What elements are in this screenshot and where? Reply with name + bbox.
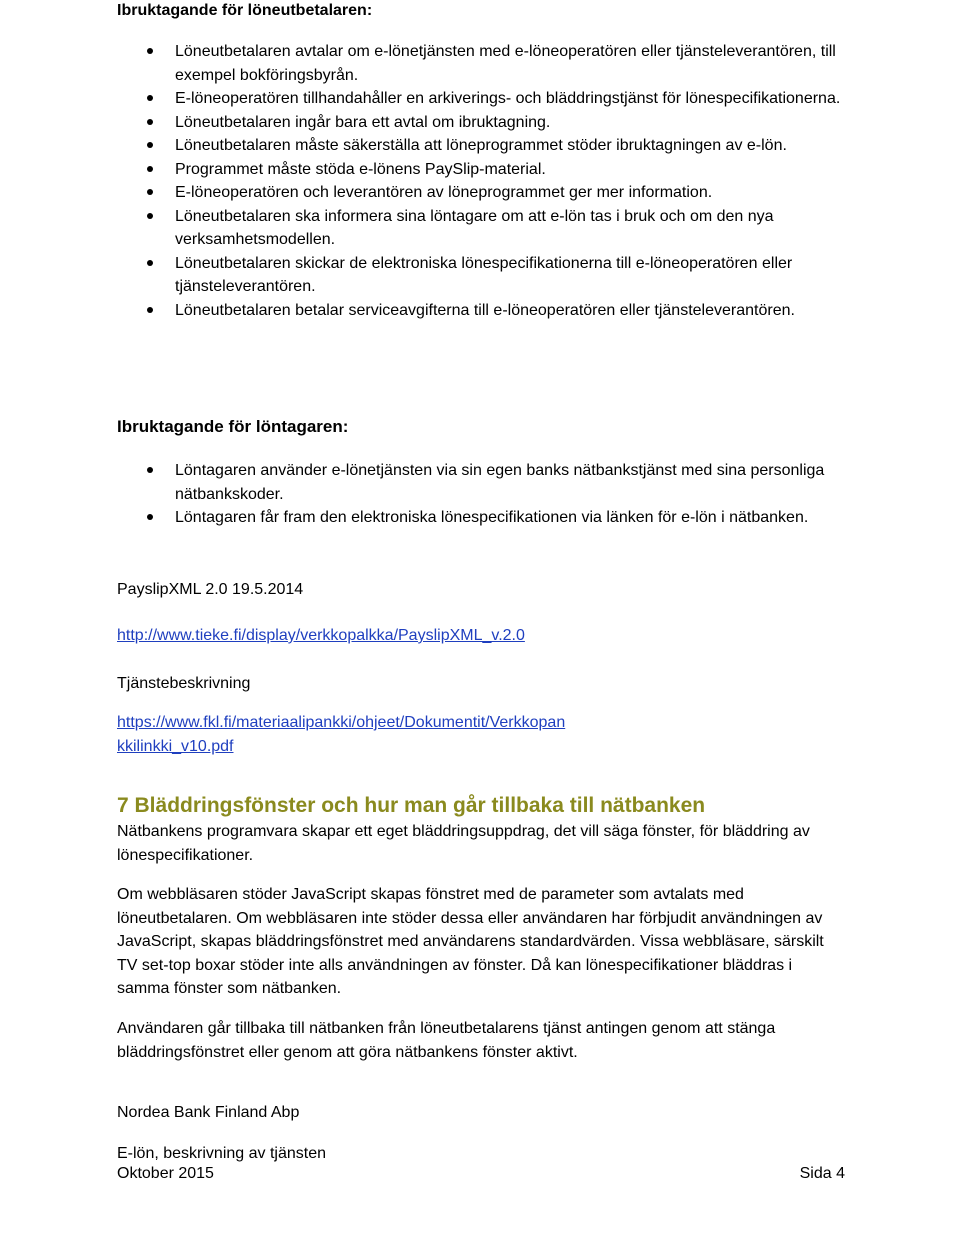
footer-date: Oktober 2015 bbox=[117, 1165, 214, 1182]
footer-doc-title: E-lön, beskrivning av tjänsten bbox=[117, 1145, 326, 1162]
list-item: Löneutbetalaren ska informera sina löntagare om att e-lön tas i bruk och om den nya verksamhetsmodellen. bbox=[117, 205, 845, 252]
list-item: Löneutbetalaren måste säkerställa att löneprogrammet stöder ibruktagningen av e-lön. bbox=[117, 134, 845, 158]
list-item: Löntagaren får fram den elektroniska lönespecifikationen via länken för e-lön i nätbanken. bbox=[117, 506, 845, 530]
payslip-version: PayslipXML 2.0 19.5.2014 bbox=[117, 581, 304, 598]
employee-onboarding-list bbox=[117, 459, 845, 530]
list-item: Löneutbetalaren ingår bara ett avtal om ibruktagning. bbox=[117, 111, 845, 135]
list-item: Löneutbetalaren skickar de elektroniska lönespecifikationerna till e-löneoperatören eller tjänsteleverantören. bbox=[117, 252, 845, 299]
list-item: Löneutbetalaren betalar serviceavgifterna till e-löneoperatören eller tjänsteleverantören. bbox=[117, 299, 845, 323]
fkl-link-part2: kkilinkki_v10.pdf bbox=[117, 737, 234, 755]
payslip-link-line bbox=[117, 624, 847, 648]
list-item: E-löneoperatören och leverantören av löneprogrammet ger mer information. bbox=[117, 181, 845, 205]
fkl-link[interactable] bbox=[117, 714, 565, 755]
service-description-label: Tjänstebeskrivning bbox=[117, 675, 251, 692]
list-item: Löntagaren använder e-lönetjänsten via sin egen banks nätbankstjänst med sina personliga nätbankskoder. bbox=[117, 459, 845, 506]
list-item: Programmet måste stöda e-lönens PaySlip-material. bbox=[117, 158, 845, 182]
payslip-link[interactable]: http://www.tieke.fi/display/verkkopalkka/PayslipXML_v.2.0 bbox=[117, 627, 525, 644]
heading-employer-onboarding: Ibruktagande för löneutbetalaren: bbox=[117, 2, 373, 19]
section-7-title: 7 Bläddringsfönster och hur man går tillbaka till nätbanken bbox=[117, 794, 706, 817]
section-7-paragraph-2: Om webbläsaren stöder JavaScript skapas fönstret med de parameter som avtalats med löneutbetalaren. Om webbläsaren inte stöder dessa eller användaren har förbjudit användningen av JavaScript, skapas bläddringsfönstret med användarens standardvärden. Vissa webbläsare, särskilt TV set-top boxar stöder inte alls användningen av fönster. Då kan lönespecifikationer bläddras i samma fönster som nätbanken. bbox=[117, 886, 824, 997]
footer-page-number: Sida 4 bbox=[799, 1165, 845, 1182]
section-7-paragraph-3: Användaren går tillbaka till nätbanken från löneutbetalarens tjänst antingen genom att stänga bläddringsfönstret eller genom att göra nätbankens fönster aktivt. bbox=[117, 1020, 776, 1061]
fkl-link-line bbox=[117, 711, 847, 758]
fkl-link-part1: https://www.fkl.fi/materiaalipankki/ohjeet/Dokumentit/Verkkopan bbox=[117, 714, 566, 731]
employer-onboarding-list bbox=[117, 40, 845, 322]
footer-company: Nordea Bank Finland Abp bbox=[117, 1104, 300, 1121]
list-item: E-löneoperatören tillhandahåller en arkiverings- och bläddringstjänst för lönespecifikationerna. bbox=[117, 87, 845, 111]
heading-employee-onboarding: Ibruktagande för löntagaren: bbox=[117, 417, 349, 436]
list-item: Löneutbetalaren avtalar om e-lönetjänsten med e-löneoperatören eller tjänsteleverantören, till exempel bokföringsbyrån. bbox=[117, 40, 845, 87]
section-7-paragraph-1: Nätbankens programvara skapar ett eget bläddringsuppdrag, det vill säga fönster, för bläddring av lönespecifikationer. bbox=[117, 823, 810, 864]
